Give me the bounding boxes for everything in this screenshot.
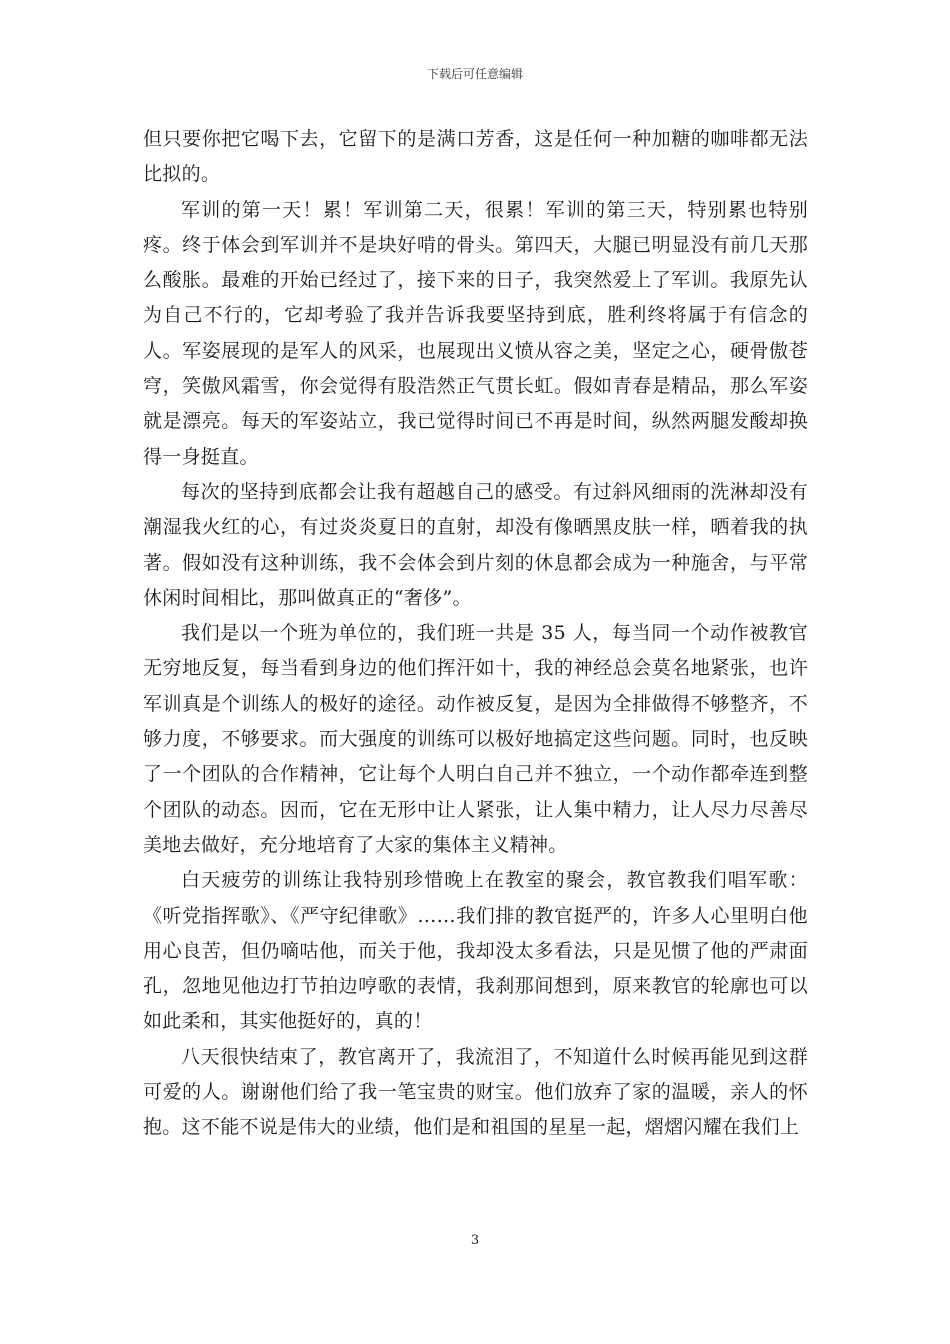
paragraph-evening-songs: 白天疲劳的训练让我特别珍惜晚上在教室的聚会，教官教我们唱军歌：《听党指挥歌》、《严守纪律歌》……我们排的教官挺严的，许多人心里明白他用心良苦，但仍嘀咕他，而关于他，我却没太多看法，只是见惯了他的严肃面孔，忽地见他边打节拍边哼歌的表情，我刹那间想到，原来教官的轮廓也可以如此柔和，其实他挺好的，真的！: [143, 869, 808, 1033]
paragraph-continued: 但只要你把它喝下去，它留下的是满口芳香，这是任何一种加糖的咖啡都无法比拟的。: [143, 128, 808, 186]
page-header: 下载后可任意编辑: [426, 67, 523, 81]
paragraph-farewell: 八天很快结束了，教官离开了，我流泪了，不知道什么时候再能见到这群可爱的人。谢谢他们给了我一笔宝贵的财宝。他们放弃了家的温暖，亲人的怀抱。这不能不说是伟大的业绩，他们是和祖国的星星一起，熠熠闪耀在我们上: [143, 1045, 808, 1139]
paragraph-persistence: 每次的坚持到底都会让我有超越自己的感受。有过斜风细雨的洗淋却没有潮湿我火红的心，有过炎炎夏日的直射，却没有像晒黑皮肤一样，晒着我的执著。假如没有这种训练，我不会体会到片刻的休息都会成为一种施舍，与平常休闲时间相比，那叫做真正的“奢侈”。: [143, 480, 808, 609]
paragraph-military-posture: 军训的第一天！累！军训第二天，很累！军训的第三天，特别累也特别疼。终于体会到军训并不是块好啃的骨头。第四天，大腿已明显没有前几天那么酸胀。最难的开始已经过了，接下来的日子，我突然爱上了军训。我原先认为自己不行的，它却考验了我并告诉我要坚持到底，胜利终将属于有信念的人。军姿展现的是军人的风采，也展现出义愤从容之美，坚定之心，硬骨傲苍穹，笑傲风霜雪，你会觉得有股浩然正气贯长虹。假如青春是精品，那么军姿就是漂亮。每天的军姿站立，我已觉得时间已不再是时间，纵然两腿发酸却换得一身挺直。: [143, 198, 808, 468]
paragraph-teamwork: 我们是以一个班为单位的，我们班一共是 35 人，每当同一个动作被教官无穷地反复，每当看到身边的他们挥汗如十，我的神经总会莫名地紧张，也许军训真是个训练人的极好的途径。动作被反复，是因为全排做得不够整齐，不够力度，不够要求。而大强度的训练可以极好地搞定这些问题。同时，也反映了一个团队的合作精神，它让每个人明白自己并不独立，一个动作都牵连到整个团队的动态。因而，它在无形中让人紧张，让人集中精力，让人尽力尽善尽美地去做好，充分地培育了大家的集体主义精神。: [143, 622, 808, 856]
document-body: [143, 122, 808, 1146]
page-number: 3: [470, 1233, 480, 1248]
